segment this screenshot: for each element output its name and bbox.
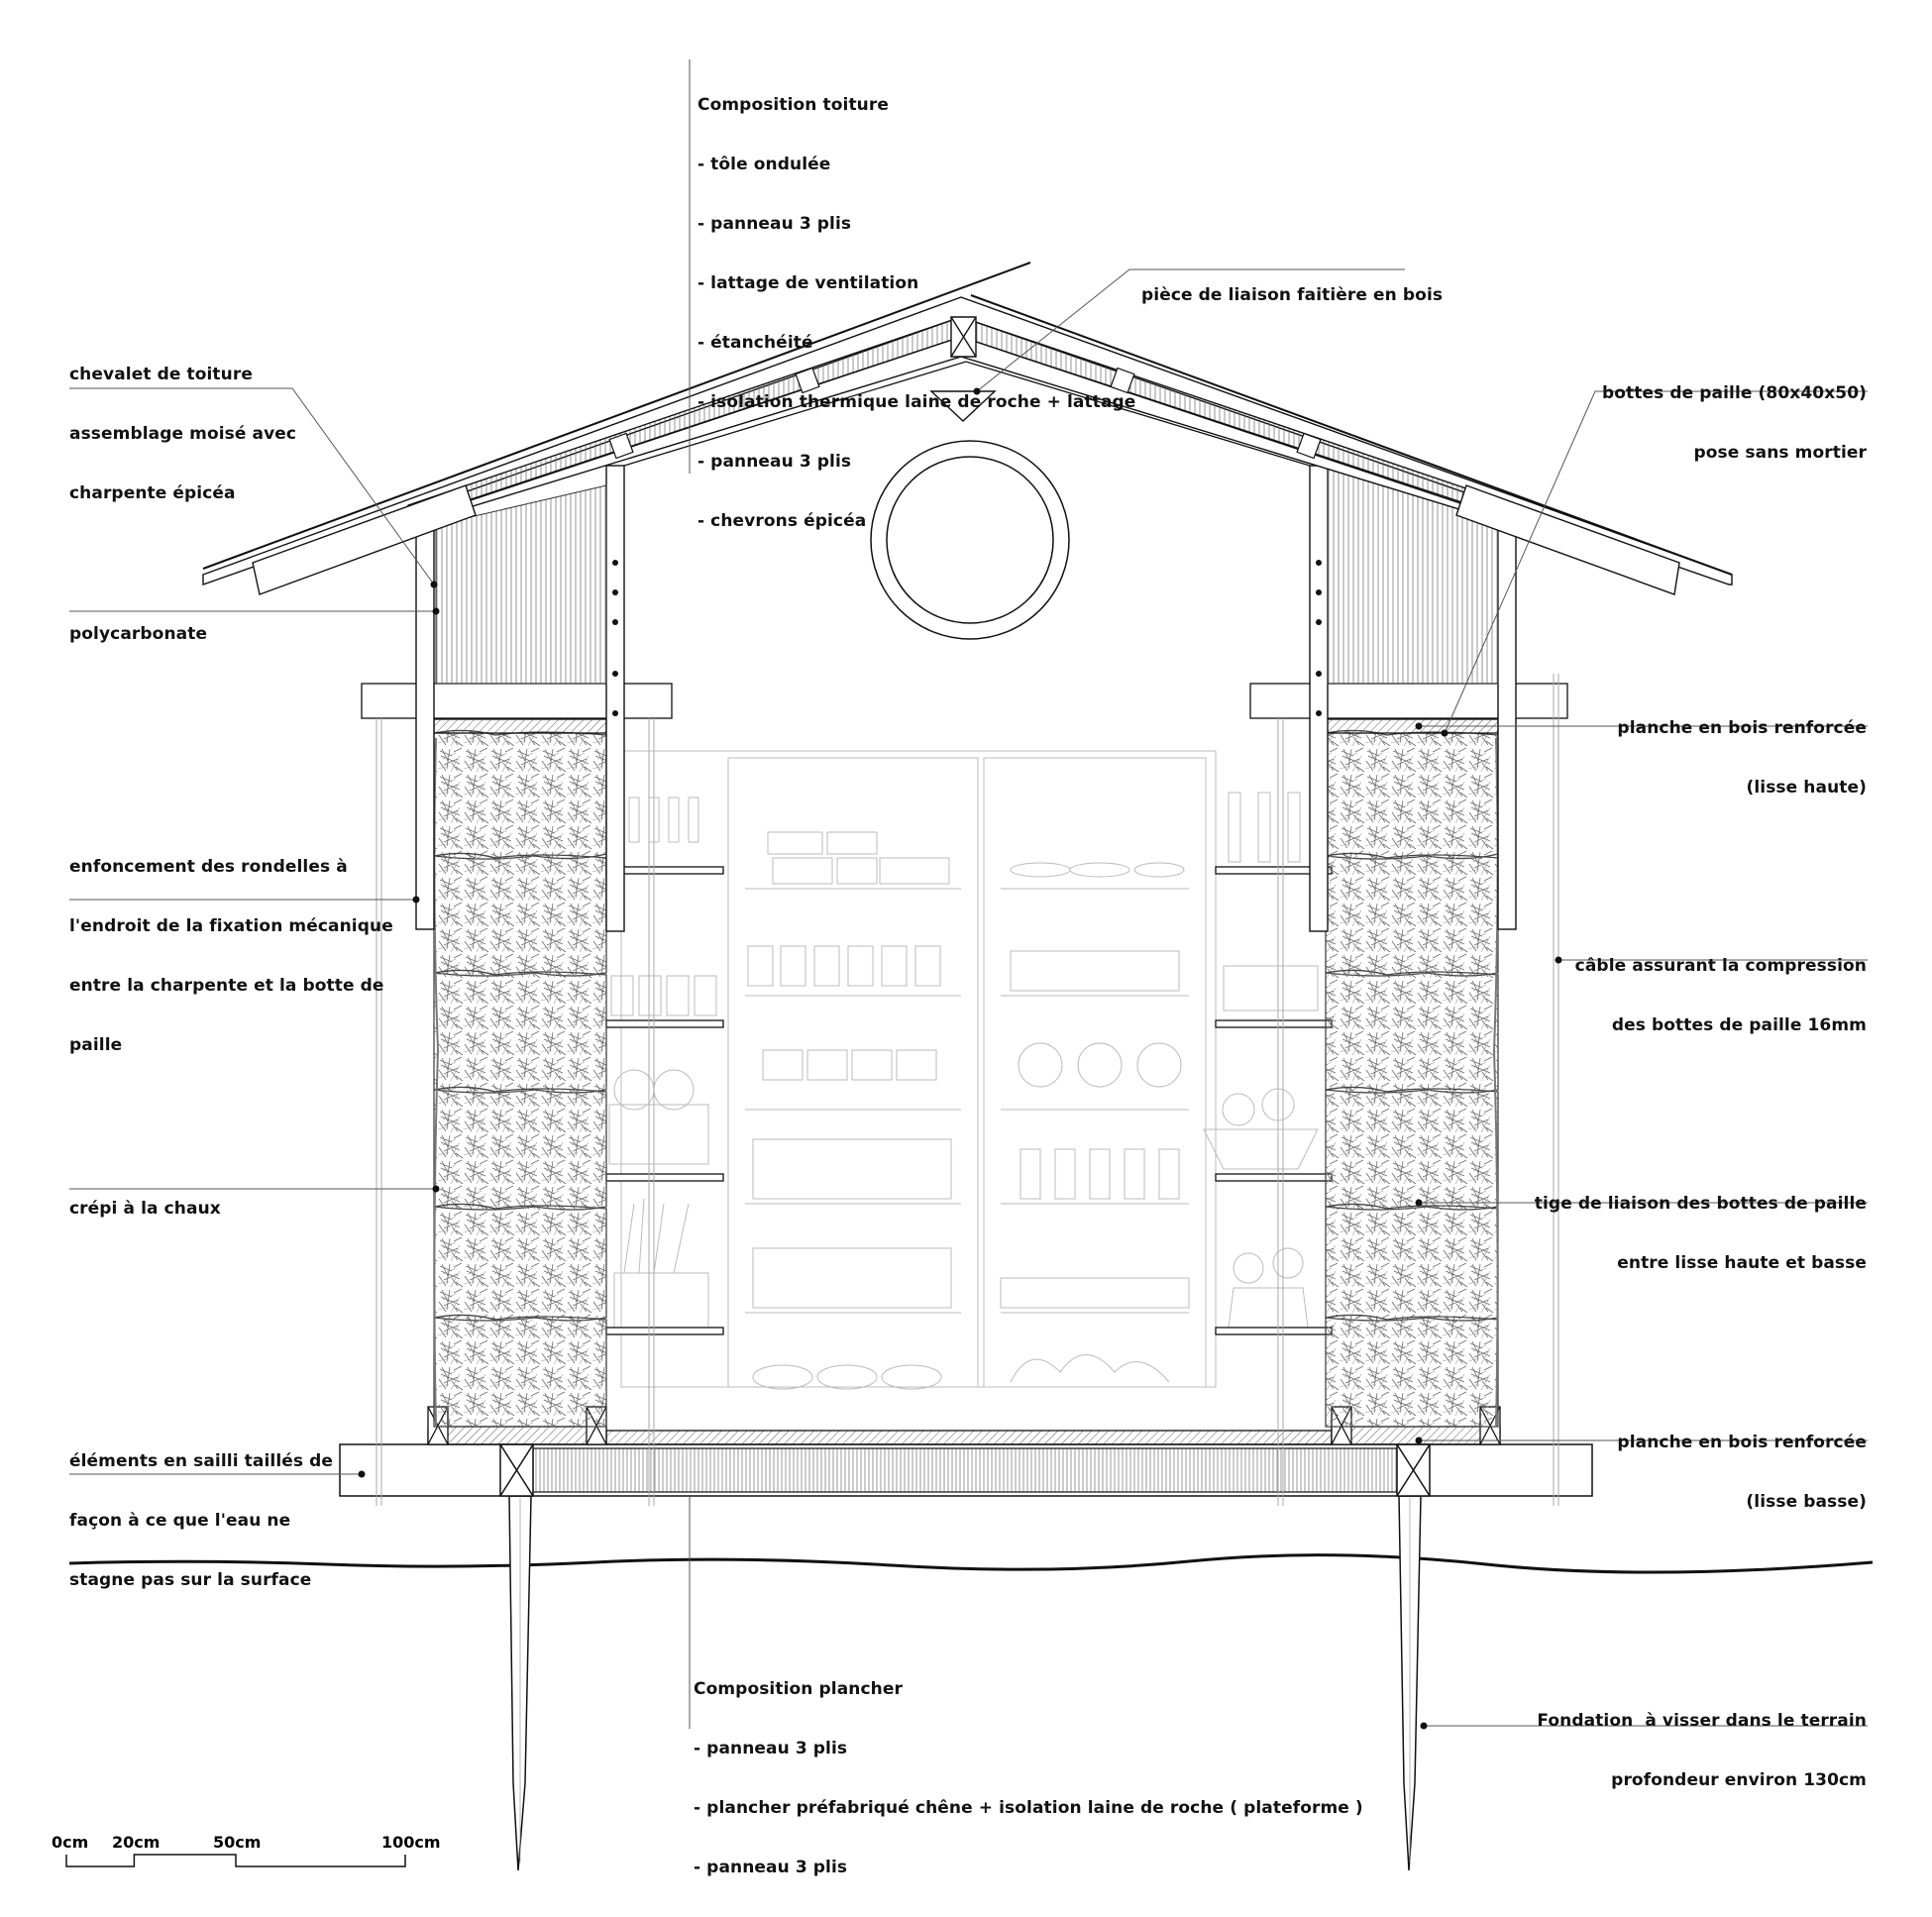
roof-layer: - tôle ondulée — [698, 155, 831, 174]
label-line: des bottes de paille 16mm — [1611, 1015, 1867, 1035]
label-roof-composition — [698, 55, 1135, 571]
interior-shelving — [609, 751, 1318, 1389]
roof-layer: - isolation thermique laine de roche + lattage — [698, 392, 1136, 412]
label-line: (lisse basse) — [1746, 1492, 1867, 1512]
scale-tick-label: 100cm — [381, 1833, 441, 1852]
label-line: bottes de paille (80x40x50) — [1602, 383, 1867, 403]
label-line: charpente épicéa — [69, 483, 236, 503]
label-line: stagne pas sur la surface — [69, 1570, 312, 1590]
roof-layer: - chevrons épicéa — [698, 511, 867, 531]
roof-layer: - panneau 3 plis — [698, 214, 852, 234]
label-line: chevalet de toiture — [69, 365, 253, 384]
top-plates — [362, 684, 1567, 733]
label-top-plate — [1617, 679, 1867, 837]
label-line: paille — [69, 1035, 123, 1055]
scale-bar-line — [66, 1855, 405, 1866]
label-line: planche en bois renforcée — [1617, 718, 1867, 738]
floor-layer: - panneau 3 plis — [694, 1858, 848, 1877]
label-bottom-plate — [1617, 1393, 1867, 1551]
label-line: (lisse haute) — [1746, 778, 1867, 798]
label-floor-composition — [694, 1640, 1363, 1917]
label-line: entre la charpente et la botte de — [69, 976, 384, 996]
label-ridge-piece — [1141, 246, 1443, 345]
label-polycarbonate — [69, 585, 207, 684]
label-line: éléments en sailli taillés de — [69, 1451, 334, 1471]
floor-insulation — [533, 1448, 1397, 1492]
shelves — [606, 867, 1332, 1334]
roof-layer: - lattage de ventilation — [698, 273, 919, 293]
scale-tick-label: 20cm — [112, 1833, 161, 1852]
label-protruding-elements — [69, 1412, 333, 1630]
floor-layer: - plancher préfabriqué chêne + isolation laine de roche ( plateforme ) — [694, 1798, 1363, 1818]
label-line: polycarbonate — [69, 624, 208, 644]
label-line: planche en bois renforcée — [1617, 1433, 1867, 1452]
scale-tick-label: 50cm — [213, 1833, 262, 1852]
label-line: Fondation à visser dans le terrain — [1537, 1711, 1867, 1731]
label-line: crépi à la chaux — [69, 1199, 221, 1219]
scale-bar — [52, 1833, 441, 1866]
label-straw-bales — [1602, 344, 1867, 502]
straw-wall-left — [434, 730, 606, 1427]
label-washers — [69, 817, 393, 1095]
label-line: façon à ce que l'eau ne — [69, 1511, 291, 1531]
label-lime-render — [69, 1159, 221, 1258]
straw-wall-right — [1326, 730, 1498, 1427]
label-cable — [1575, 916, 1867, 1075]
label-line: assemblage moisé avec — [69, 424, 297, 444]
label-foundation — [1537, 1671, 1867, 1830]
roof-layer: - panneau 3 plis — [698, 452, 852, 472]
label-tie-rod — [1535, 1154, 1867, 1313]
roof-layer: - étanchéité — [698, 333, 813, 353]
screw-foundation-left — [509, 1496, 531, 1870]
screw-foundation-right — [1399, 1496, 1421, 1870]
label-line: profondeur environ 130cm — [1611, 1770, 1867, 1790]
label-line: pièce de liaison faitière en bois — [1141, 285, 1444, 305]
floor-layer: - panneau 3 plis — [694, 1739, 848, 1758]
label-line: câble assurant la compression — [1574, 956, 1867, 976]
label-line: enfoncement des rondelles à — [69, 857, 348, 877]
ground-line — [69, 1555, 1873, 1572]
floor-composition-title: Composition plancher — [694, 1679, 903, 1699]
label-line: pose sans mortier — [1693, 443, 1867, 463]
scale-tick-label: 0cm — [52, 1833, 89, 1852]
label-roof-trestle — [69, 325, 296, 543]
roof-composition-title: Composition toiture — [698, 95, 889, 115]
label-line: l'endroit de la fixation mécanique — [69, 916, 393, 936]
label-line: entre lisse haute et basse — [1617, 1253, 1867, 1273]
label-line: tige de liaison des bottes de paille — [1534, 1194, 1867, 1214]
